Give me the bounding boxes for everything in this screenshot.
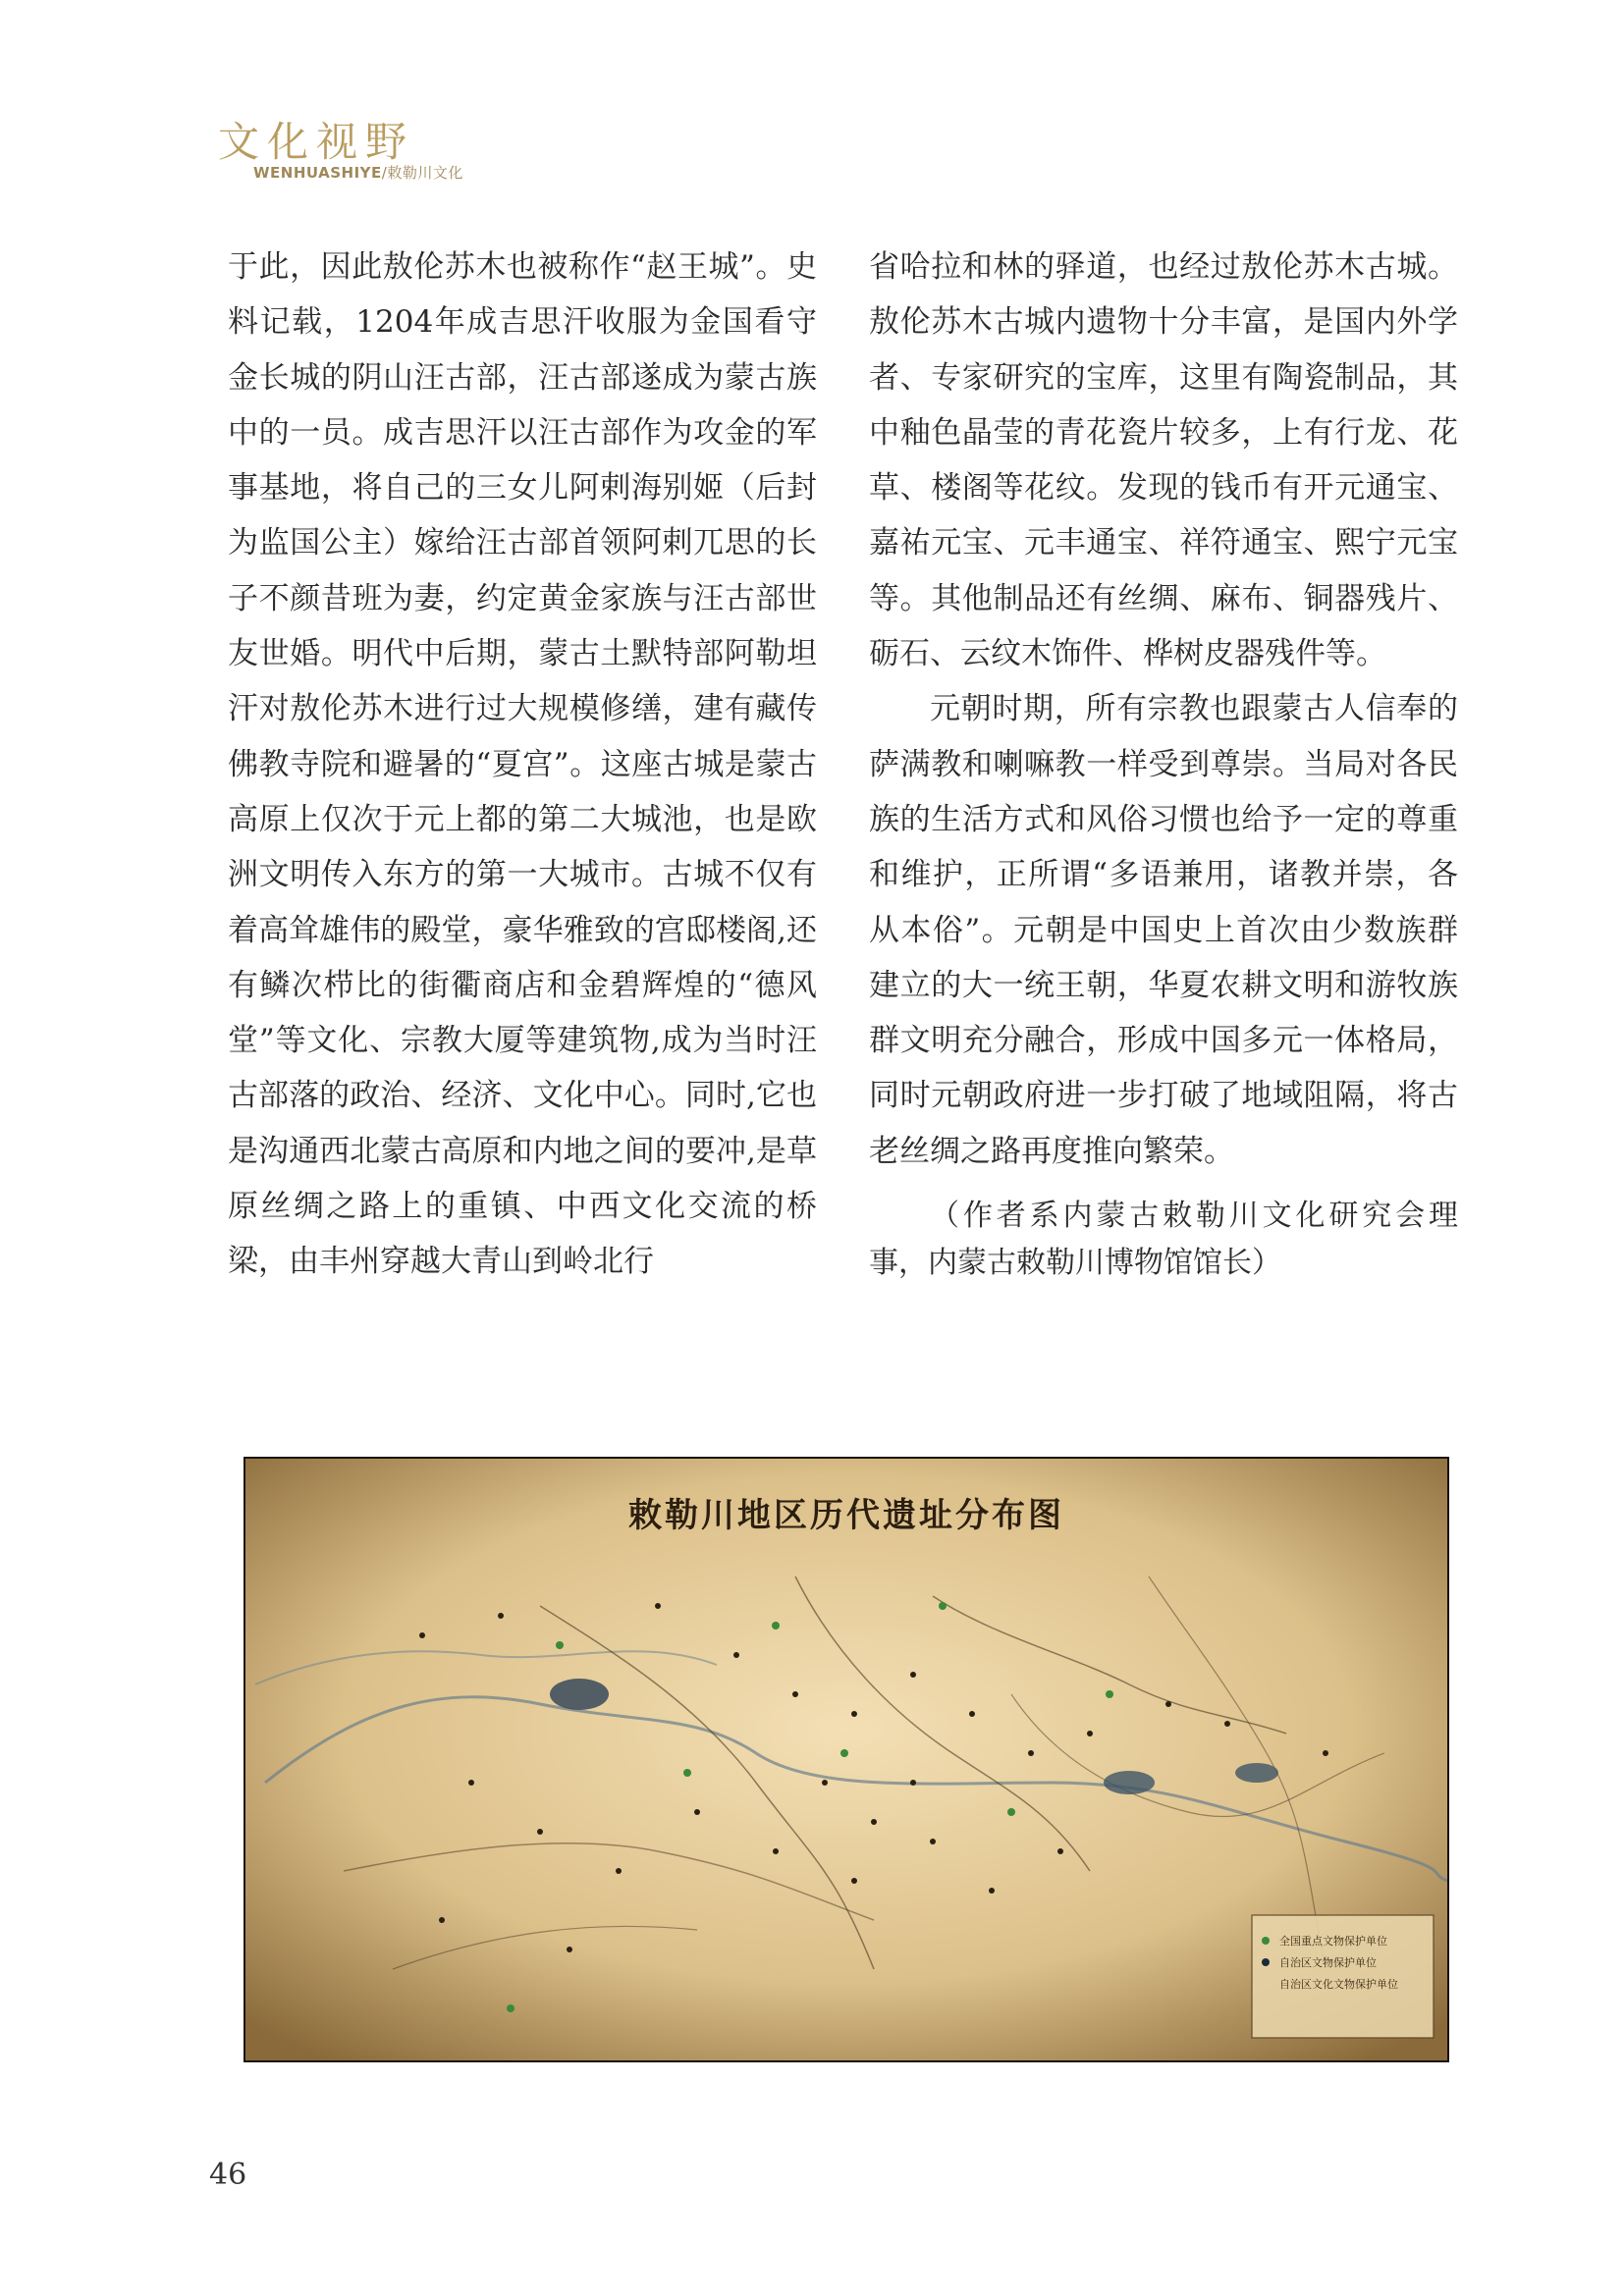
legend-item — [1262, 1951, 1429, 1973]
section-subtitle-en: WENHUASHIYE — [253, 164, 382, 182]
green-dot-icon — [1262, 1937, 1270, 1945]
site-distribution-map — [245, 1459, 1447, 2060]
section-subtitle-cn: /敕勒川文化 — [381, 164, 463, 182]
right-column — [869, 240, 1458, 1287]
legend-label: 自治区文物保护单位 — [1279, 1956, 1377, 1969]
right-paragraph-2: 元朝时期，所有宗教也跟蒙古人信奉的萨满教和喇嘛教一样受到尊崇。当局对各民族的生活方式和风俗习惯也给予一定的尊重和维护，正所谓“多语兼用，诸教并崇，各从本俗”。元朝是中国史上首次由少数族群建立的大一统王朝，华夏农耕文明和游牧族群文明充分融合，形成中国多元一体格局，同时元朝政府进一步打破了地域阻隔，将古老丝绸之路再度推向繁荣。 — [869, 691, 1458, 1169]
left-column — [228, 240, 817, 1290]
legend-item — [1262, 1930, 1429, 1951]
section-subtitle — [253, 162, 463, 183]
author-note: （作者系内蒙古敕勒川文化研究会理事，内蒙古敕勒川博物馆馆长） — [869, 1199, 1458, 1281]
section-title: 文化视野 — [218, 118, 415, 166]
left-paragraph: 于此，因此敖伦苏木也被称作“赵王城”。史料记载，1204年成吉思汗收服为金国看守金长城的阴山汪古部，汪古部遂成为蒙古族中的一员。成吉思汗以汪古部作为攻金的军事基地，将自己的三女儿阿剌海别姬（后封为监国公主）嫁给汪古部首领阿剌兀思的长子不颜昔班为妻，约定黄金家族与汪古部世友世婚。明代中后期，蒙古土默特部阿勒坦汗对敖伦苏木进行过大规模修缮，建有藏传佛教寺院和避暑的“夏宫”。这座古城是蒙古高原上仅次于元上都的第二大城池，也是欧洲文明传入东方的第一大城市。古城不仅有着高耸雄伟的殿堂，豪华雅致的宫邸楼阁,还有鳞次栉比的街衢商店和金碧辉煌的“德风堂”等文化、宗教大厦等建筑物,成为当时汪古部落的政治、经济、文化中心。同时,它也是沟通西北蒙古高原和内地之间的要冲,是草原丝绸之路上的重镇、中西文化交流的桥梁，由丰州穿越大青山到岭北行 — [228, 249, 817, 1280]
dark-dot-icon — [1262, 1958, 1270, 1966]
blank-dot-icon — [1262, 1980, 1270, 1988]
page-number: 46 — [209, 2158, 247, 2192]
legend-label: 全国重点文物保护单位 — [1279, 1935, 1387, 1948]
right-paragraph-1: 省哈拉和林的驿道，也经过敖伦苏木古城。敖伦苏木古城内遗物十分丰富，是国内外学者、专家研究的宝库，这里有陶瓷制品，其中釉色晶莹的青花瓷片较多，上有行龙、花草、楼阁等花纹。发现的钱币有开元通宝、嘉祐元宝、元丰通宝、祥符通宝、熙宁元宝等。其他制品还有丝绸、麻布、铜器残片、砺石、云纹木饰件、桦树皮器残件等。 — [869, 249, 1458, 672]
map-title: 敕勒川地区历代遗址分布图 — [628, 1496, 1064, 1535]
legend-item — [1262, 1973, 1429, 1995]
legend-label: 自治区文化文物保护单位 — [1279, 1978, 1398, 1991]
map-legend — [1262, 1930, 1429, 1995]
